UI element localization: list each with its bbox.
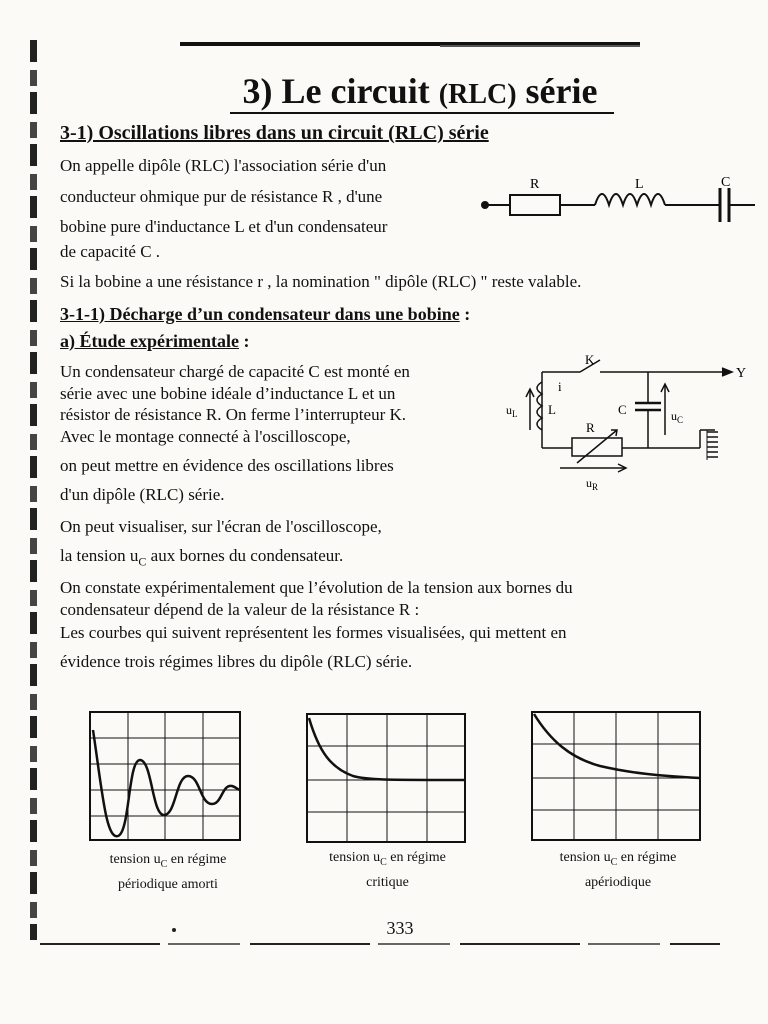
stray-mark (172, 928, 176, 932)
section-3-1-1-suffix: : (459, 304, 471, 324)
label-i: i (558, 379, 562, 394)
observation-line-1: On peut visualiser, sur l'écran de l'oscilloscope, (60, 517, 382, 536)
plot-underdamped (88, 710, 248, 848)
observation-line-5: Les courbes qui suivent représentent les formes visualisées, qui mettent en (60, 623, 567, 642)
section-3-1-1-text: 3-1-1) Décharge d’un condensateur dans une bobine (60, 304, 460, 324)
title-part2: (RLC) (438, 79, 517, 110)
label-l2: L (548, 402, 556, 417)
intro-line-2: conducteur ohmique pur de résistance R , d'une (60, 187, 383, 206)
experiment-line-1: Un condensateur chargé de capacité C est monté en (60, 362, 410, 381)
label-c2: C (618, 402, 627, 417)
intro-line-5: Si la bobine a une résistance r , la nomination " dipôle (RLC) " reste valable. (60, 272, 582, 291)
label-uc: $u_C$ (671, 409, 684, 425)
experiment-line-3: résistor de résistance R. On ferme l’interrupteur K. (60, 405, 407, 424)
section-3-1-1-heading (60, 304, 470, 325)
label-r2: R (586, 420, 595, 435)
top-rule-shadow (440, 45, 640, 47)
intro-line-4: de capacité C . (60, 242, 161, 261)
title-part1: 3) Le circuit (242, 71, 439, 111)
title-underline (230, 112, 614, 114)
bottom-rule (40, 943, 720, 945)
inductor-symbol (595, 194, 665, 205)
resistor-symbol (510, 195, 560, 215)
experiment-line-4: Avec le montage connecté à l'oscilloscope, (60, 427, 351, 446)
intro-line-3: bobine pure d'inductance L et d'un condensateur (60, 217, 388, 236)
label-ul: $u_L$ (506, 403, 518, 419)
observation-line-4: condensateur dépend de la valeur de la résistance R : (60, 600, 420, 619)
section-a-heading (60, 331, 249, 352)
page-number: 333 (386, 918, 414, 938)
plot-overdamped (530, 710, 705, 848)
caption-underdamped: tension $u_C$ en régime périodique amorti (109, 852, 227, 892)
page-title (0, 70, 768, 112)
label-l: L (635, 177, 644, 192)
section-a-suffix: : (238, 331, 250, 351)
observation-line-3: On constate expérimentalement que l’évolution de la tension aux bornes du (60, 578, 573, 597)
section-3-1-heading: 3-1) Oscillations libres dans un circuit (RLC) série (60, 122, 489, 144)
title-part3: série (516, 71, 598, 111)
label-y: Y (736, 366, 747, 381)
caption-overdamped: tension $u_C$ en régime apériodique (559, 850, 677, 890)
oscilloscope-circuit-diagram (500, 350, 760, 495)
rlc-series-diagram (475, 170, 765, 230)
label-c: C (721, 175, 731, 190)
plot-critical (305, 712, 470, 848)
intro-line-1: On appelle dipôle (RLC) l'association série d'un (60, 156, 387, 175)
observation-line-2: la tension $u_C$ aux bornes du condensateur. (60, 546, 344, 569)
experiment-line-2: série avec une bobine idéale d’inductance L et un (60, 384, 396, 403)
label-r: R (530, 177, 540, 192)
overdamped-curve (534, 714, 700, 778)
experiment-line-6: d'un dipôle (RLC) série. (60, 485, 225, 504)
experiment-line-5: on peut mettre en évidence des oscillations libres (60, 456, 394, 475)
underdamped-curve (93, 730, 240, 836)
section-a-text: a) Étude expérimentale (60, 331, 239, 351)
label-k: K (585, 352, 595, 367)
label-ur: $u_R$ (586, 476, 599, 492)
scan-edge-strip (30, 40, 37, 940)
caption-critical: tension $u_C$ en régime critique (329, 850, 446, 890)
observation-line-6: évidence trois régimes libres du dipôle (RLC) série. (60, 652, 413, 671)
